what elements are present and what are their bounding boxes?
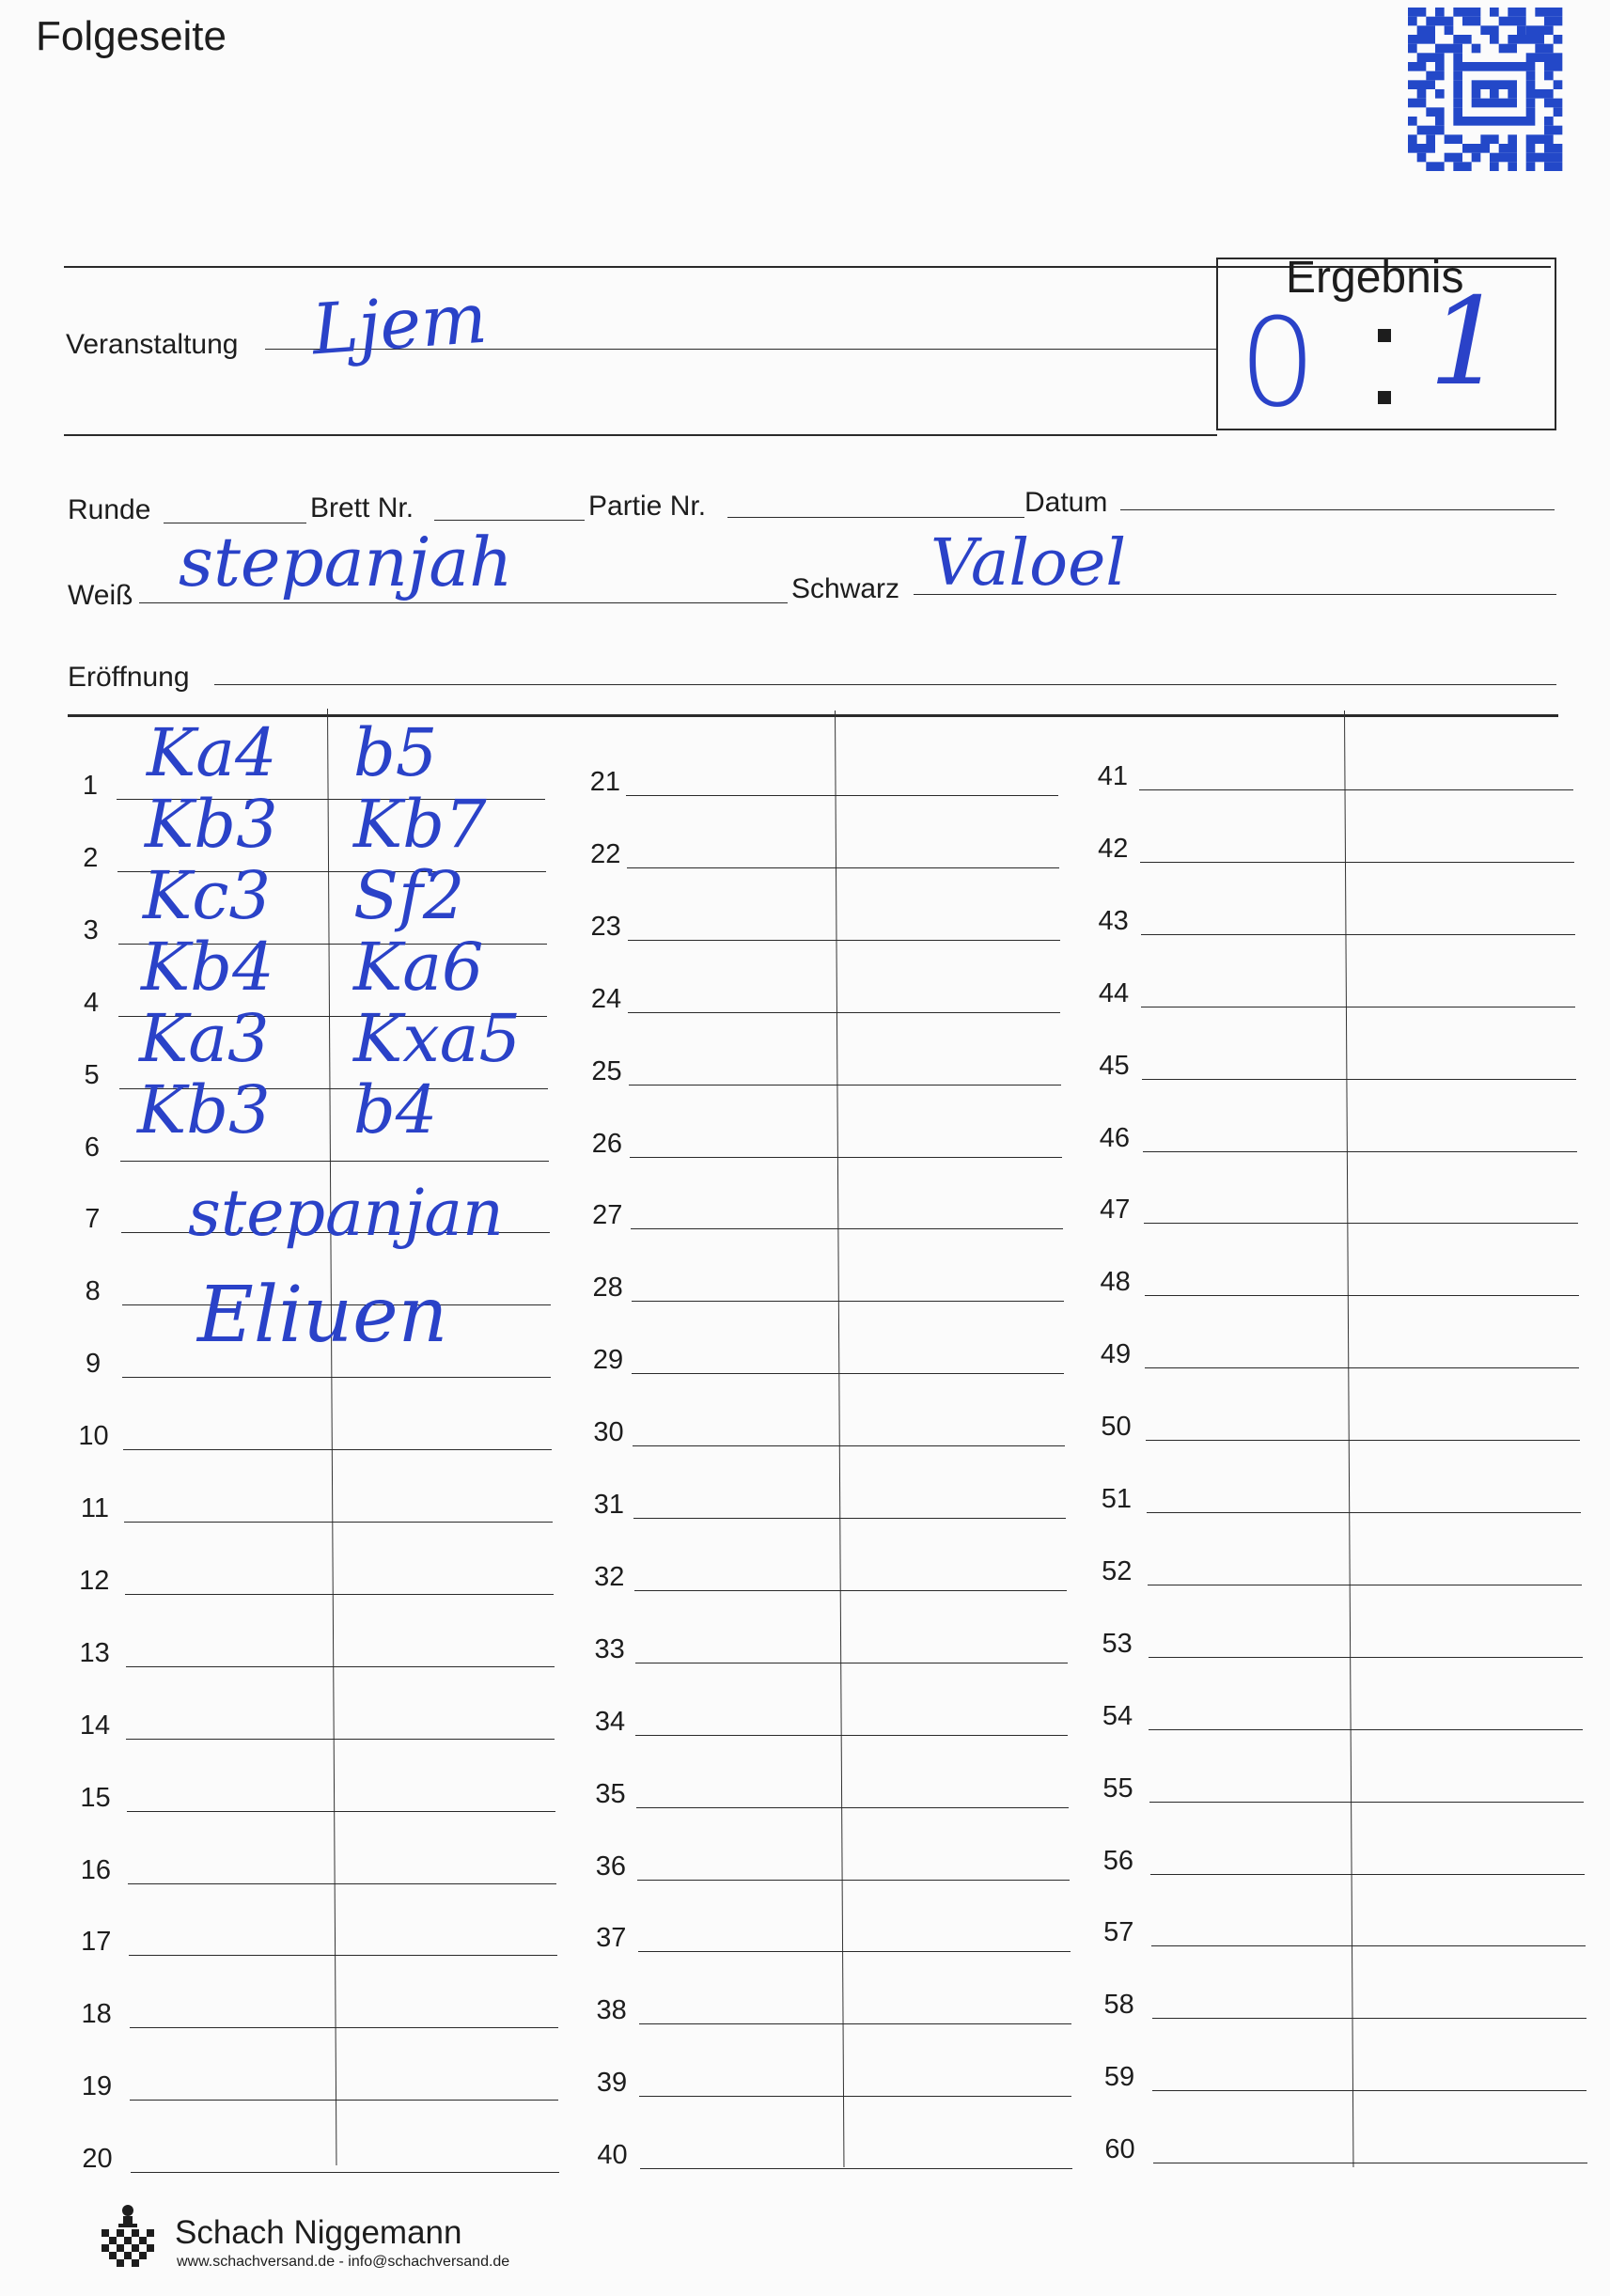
move-number: 13 — [79, 1637, 110, 1668]
move-line — [131, 2172, 559, 2173]
column-divider — [1344, 711, 1353, 2167]
move-number: 20 — [82, 2144, 113, 2175]
move-number: 19 — [81, 2071, 113, 2102]
move-line — [636, 1807, 1069, 1808]
move-line — [626, 795, 1058, 796]
move-white: Kb4 — [141, 929, 274, 1006]
white-line — [139, 602, 788, 603]
move-number: 42 — [1098, 833, 1129, 864]
move-number: 10 — [78, 1421, 109, 1452]
move-line — [629, 1085, 1061, 1086]
move-number: 53 — [1102, 1628, 1133, 1659]
move-line — [1147, 1512, 1581, 1513]
black-signature: Eliuen — [197, 1271, 448, 1360]
result-colon-bottom — [1378, 391, 1391, 404]
move-line — [124, 1522, 553, 1523]
move-number: 15 — [80, 1782, 111, 1813]
move-number: 60 — [1104, 2134, 1135, 2165]
board-label: Brett Nr. — [310, 492, 414, 523]
move-line — [1152, 2018, 1587, 2019]
move-number: 8 — [85, 1276, 101, 1307]
move-line — [1142, 1079, 1576, 1080]
move-number: 5 — [84, 1059, 100, 1090]
move-white: Kb3 — [137, 1071, 271, 1148]
date-line — [1120, 509, 1555, 510]
result-white: 0 — [1239, 291, 1317, 434]
black-name: Valoel — [930, 526, 1127, 601]
move-black: Kxa5 — [353, 1000, 522, 1077]
move-line — [1152, 2090, 1587, 2091]
move-number: 55 — [1102, 1773, 1133, 1804]
move-black: Kb7 — [353, 786, 487, 863]
move-number: 40 — [597, 2140, 628, 2171]
move-line — [637, 1880, 1070, 1881]
move-line — [628, 940, 1060, 941]
move-line — [631, 1228, 1063, 1229]
move-number: 58 — [1103, 1990, 1134, 2021]
move-line — [633, 1518, 1066, 1519]
move-line — [628, 1012, 1060, 1013]
move-line — [1143, 1151, 1577, 1152]
move-number: 46 — [1099, 1122, 1130, 1153]
event-value: Ljem — [309, 277, 490, 371]
move-line — [1145, 1295, 1579, 1296]
column-divider — [327, 709, 336, 2165]
move-number: 43 — [1098, 905, 1129, 936]
move-line — [1146, 1440, 1580, 1441]
move-line — [1141, 934, 1575, 935]
move-line — [130, 2027, 558, 2028]
brand-contact: www.schachversand.de - info@schachversand.de — [177, 2254, 510, 2270]
move-black: Ka6 — [353, 929, 484, 1006]
move-number: 11 — [80, 1493, 109, 1523]
move-number: 37 — [596, 1923, 627, 1954]
move-number: 12 — [79, 1565, 110, 1596]
move-line — [634, 1590, 1067, 1591]
move-number: 18 — [81, 1999, 112, 2030]
column-divider — [835, 711, 844, 2167]
move-number: 22 — [590, 838, 621, 869]
move-number: 34 — [594, 1706, 626, 1737]
white-name: stepanjah — [179, 523, 513, 601]
move-number: 52 — [1102, 1555, 1133, 1586]
white-label: Weiß — [68, 580, 133, 611]
move-line — [1151, 1945, 1586, 1946]
move-line — [126, 1739, 555, 1740]
move-line — [1144, 1223, 1578, 1224]
move-number: 50 — [1101, 1412, 1132, 1443]
result-colon-top — [1378, 329, 1391, 342]
move-black: b4 — [353, 1071, 438, 1148]
move-number: 24 — [590, 983, 622, 1014]
move-number: 48 — [1100, 1267, 1131, 1298]
move-line — [638, 1951, 1071, 1952]
move-line — [1139, 789, 1573, 790]
black-label: Schwarz — [791, 573, 900, 604]
move-number: 4 — [84, 987, 100, 1018]
move-line — [122, 1377, 551, 1378]
result-black: 1 — [1429, 273, 1506, 413]
move-number: 30 — [593, 1417, 624, 1448]
move-number: 9 — [86, 1349, 102, 1380]
move-black: b5 — [353, 714, 438, 791]
move-line — [1145, 1367, 1579, 1368]
move-number: 44 — [1098, 977, 1130, 1008]
result-label: Ergebnis — [1286, 253, 1464, 303]
move-number: 36 — [595, 1851, 626, 1882]
move-line — [640, 2168, 1072, 2169]
move-line — [127, 1811, 555, 1812]
move-number: 28 — [592, 1273, 623, 1304]
move-number: 1 — [82, 771, 98, 801]
move-number: 16 — [80, 1854, 111, 1885]
qr-code — [1404, 8, 1575, 171]
move-line — [1149, 1729, 1583, 1730]
move-number: 7 — [85, 1204, 101, 1235]
move-number: 31 — [593, 1490, 624, 1520]
move-line — [632, 1373, 1064, 1374]
move-white: Kc3 — [143, 857, 272, 934]
move-line — [1150, 1874, 1585, 1875]
move-number: 38 — [596, 1995, 627, 2026]
move-line — [630, 1157, 1062, 1158]
move-line — [123, 1449, 552, 1450]
move-number: 56 — [1102, 1845, 1133, 1876]
move-white: Ka3 — [139, 1000, 270, 1077]
brand-name: Schach Niggemann — [175, 2214, 462, 2251]
move-number: 25 — [591, 1055, 622, 1086]
move-number: 3 — [83, 914, 99, 945]
move-white: Ka4 — [147, 714, 277, 791]
move-black: Sf2 — [353, 857, 465, 934]
move-number: 59 — [1103, 2062, 1135, 2093]
move-line — [1149, 1802, 1584, 1803]
move-number: 2 — [83, 842, 99, 873]
board-line — [434, 520, 585, 521]
move-white: Kb3 — [145, 786, 278, 863]
move-line — [126, 1666, 555, 1667]
opening-line — [214, 684, 1556, 685]
move-number: 51 — [1101, 1484, 1132, 1514]
move-line — [633, 1445, 1065, 1446]
move-number: 17 — [81, 1927, 112, 1958]
opening-label: Eröffnung — [68, 662, 190, 693]
chess-logo-icon — [94, 2199, 162, 2274]
move-number: 14 — [79, 1710, 111, 1741]
game-line — [727, 517, 1024, 518]
move-number: 49 — [1100, 1339, 1132, 1370]
move-line — [639, 2096, 1071, 2097]
move-line — [1140, 862, 1574, 863]
move-number: 39 — [596, 2068, 628, 2099]
move-number: 29 — [592, 1345, 624, 1376]
move-line — [632, 1301, 1064, 1302]
move-number: 41 — [1097, 761, 1128, 791]
move-line — [128, 1883, 556, 1884]
move-line — [639, 2023, 1071, 2024]
move-number: 35 — [595, 1778, 626, 1809]
event-label: Veranstaltung — [66, 329, 239, 360]
page-title: Folgeseite — [36, 13, 227, 59]
move-line — [125, 1594, 554, 1595]
move-number: 6 — [84, 1132, 100, 1163]
move-line — [120, 1161, 549, 1162]
move-number: 45 — [1099, 1050, 1130, 1081]
move-number: 57 — [1103, 1917, 1134, 1948]
game-label: Partie Nr. — [588, 491, 707, 522]
move-number: 47 — [1100, 1195, 1131, 1226]
date-label: Datum — [1024, 487, 1108, 518]
move-number: 27 — [592, 1200, 623, 1231]
move-line — [635, 1735, 1068, 1736]
move-number: 26 — [591, 1128, 622, 1159]
move-number: 33 — [594, 1633, 625, 1664]
move-line — [130, 2100, 558, 2101]
move-number: 54 — [1102, 1700, 1133, 1731]
round-label: Runde — [68, 494, 151, 525]
white-signature: stepanjan — [188, 1177, 504, 1251]
move-number: 32 — [594, 1561, 625, 1592]
move-number: 23 — [590, 911, 621, 942]
move-line — [1149, 1657, 1583, 1658]
move-line — [627, 867, 1059, 868]
move-number: 21 — [589, 767, 620, 797]
move-line — [129, 1955, 557, 1956]
moves-top-rule — [68, 714, 1558, 717]
